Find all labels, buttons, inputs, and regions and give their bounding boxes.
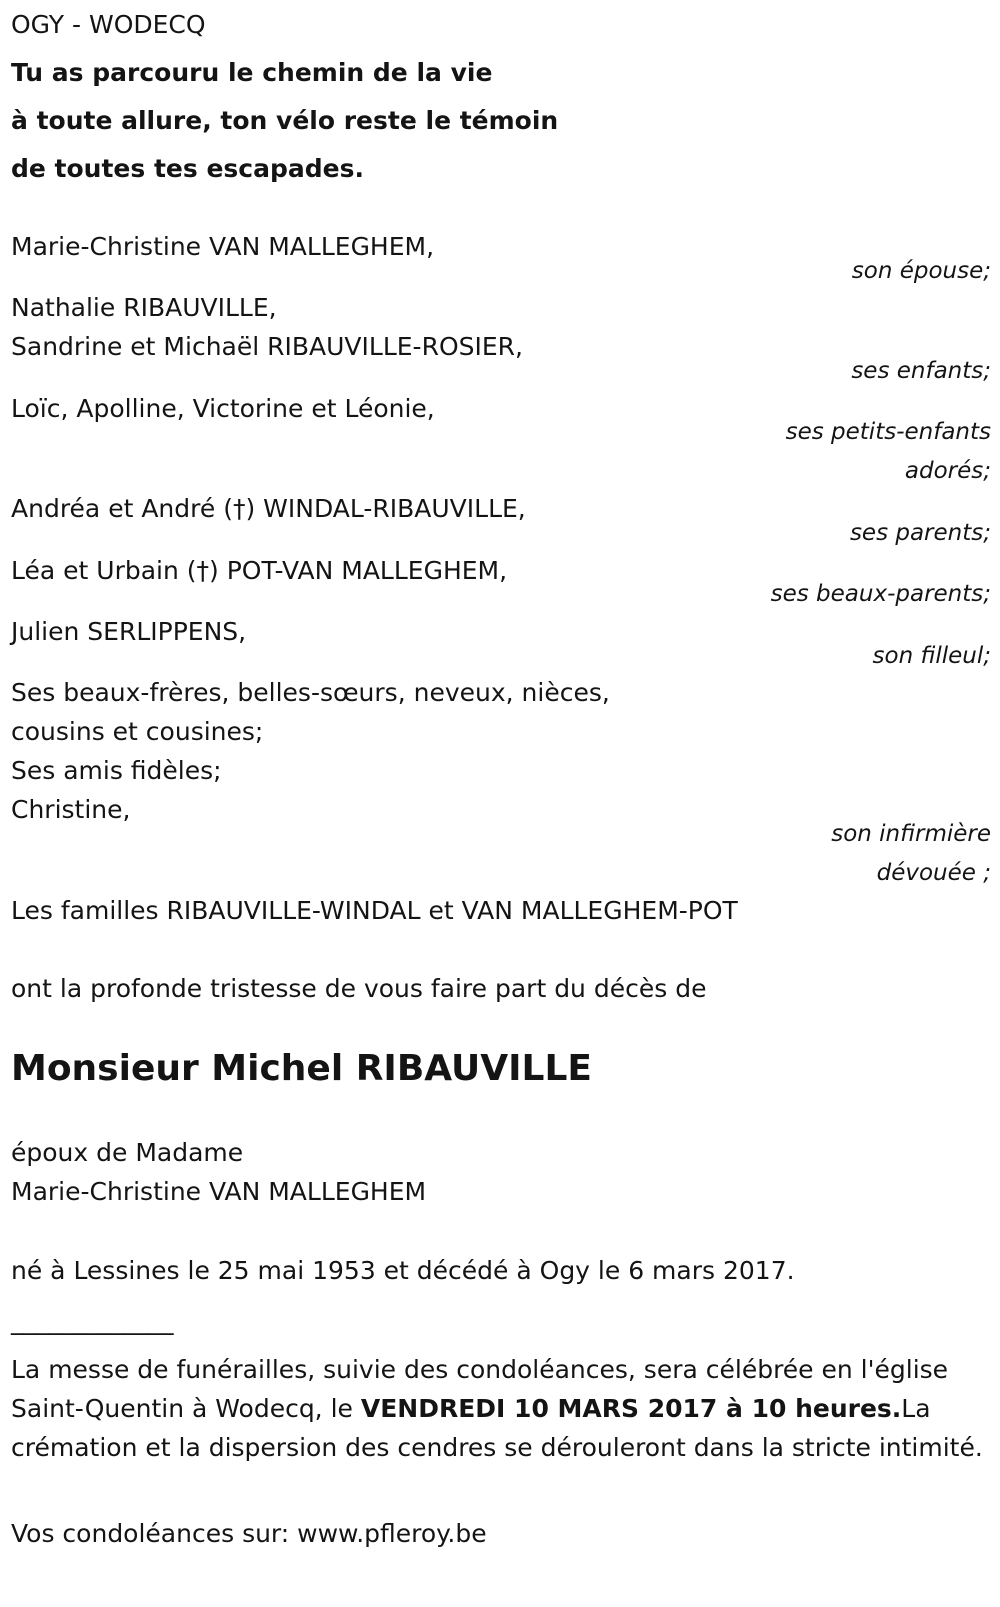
deceased-name: Monsieur Michel RIBAUVILLE bbox=[11, 1048, 592, 1089]
nurse-role: son infirmière bbox=[831, 821, 991, 847]
nurse-role: dévouée ; bbox=[876, 860, 991, 886]
poem-line: Tu as parcouru le chemin de la vie bbox=[11, 58, 493, 87]
service-date-time: VENDREDI 10 MARS 2017 à 10 heures. bbox=[360, 1394, 902, 1423]
friends-line: Ses amis fidèles; bbox=[11, 756, 222, 785]
relatives-line: cousins et cousines; bbox=[11, 717, 264, 746]
families-line: Les familles RIBAUVILLE-WINDAL et VAN MALLEGHEM-POT bbox=[11, 896, 738, 925]
poem-line: de toutes tes escapades. bbox=[11, 154, 364, 183]
condolences-label: Vos condoléances sur: bbox=[11, 1519, 298, 1548]
service-text: La crémation et la dispersion des cendres se dérouleront dans la stricte intimité. bbox=[11, 1394, 983, 1462]
announcement-text: ont la profonde tristesse de vous faire part du décès de bbox=[11, 974, 707, 1003]
grandchildren-role: ses petits-enfants bbox=[785, 419, 991, 445]
spouse-of-line: époux de Madame bbox=[11, 1138, 244, 1167]
parents-role: ses parents; bbox=[849, 520, 991, 546]
relatives-line: Ses beaux-frères, belles-sœurs, neveux, nièces, bbox=[11, 678, 610, 707]
separator-line: _____________ bbox=[11, 1306, 174, 1335]
service-text: La messe de funérailles, suivie des condoléances, sera célébrée en l'église Saint-Quentin à Wodecq, le bbox=[11, 1355, 949, 1423]
in-laws-role: ses beaux-parents; bbox=[770, 581, 991, 607]
in-laws-names: Léa et Urbain (†) POT-VAN MALLEGHEM, bbox=[11, 556, 508, 585]
godson-name: Julien SERLIPPENS, bbox=[11, 617, 247, 646]
spouse-name: Marie-Christine VAN MALLEGHEM, bbox=[11, 232, 435, 261]
funeral-service-paragraph bbox=[11, 1350, 996, 1467]
nurse-name: Christine, bbox=[11, 795, 131, 824]
spouse-of-line: Marie-Christine VAN MALLEGHEM bbox=[11, 1177, 427, 1206]
godson-role: son filleul; bbox=[872, 643, 991, 669]
birth-death-dates: né à Lessines le 25 mai 1953 et décédé à Ogy le 6 mars 2017. bbox=[11, 1256, 795, 1285]
spouse-role: son épouse; bbox=[851, 258, 991, 284]
children-role: ses enfants; bbox=[851, 358, 991, 384]
condolences-link[interactable]: www.pfleroy.be bbox=[297, 1519, 487, 1548]
condolences-line bbox=[11, 1519, 487, 1549]
location-header: OGY - WODECQ bbox=[11, 10, 206, 39]
parents-names: Andréa et André (†) WINDAL-RIBAUVILLE, bbox=[11, 494, 526, 523]
grandchildren-role: adorés; bbox=[904, 458, 991, 484]
poem-line: à toute allure, ton vélo reste le témoin bbox=[11, 106, 559, 135]
child-name: Sandrine et Michaël RIBAUVILLE-ROSIER, bbox=[11, 332, 523, 361]
child-name: Nathalie RIBAUVILLE, bbox=[11, 293, 277, 322]
obituary-page bbox=[11, 0, 991, 1607]
grandchildren-names: Loïc, Apolline, Victorine et Léonie, bbox=[11, 394, 435, 423]
